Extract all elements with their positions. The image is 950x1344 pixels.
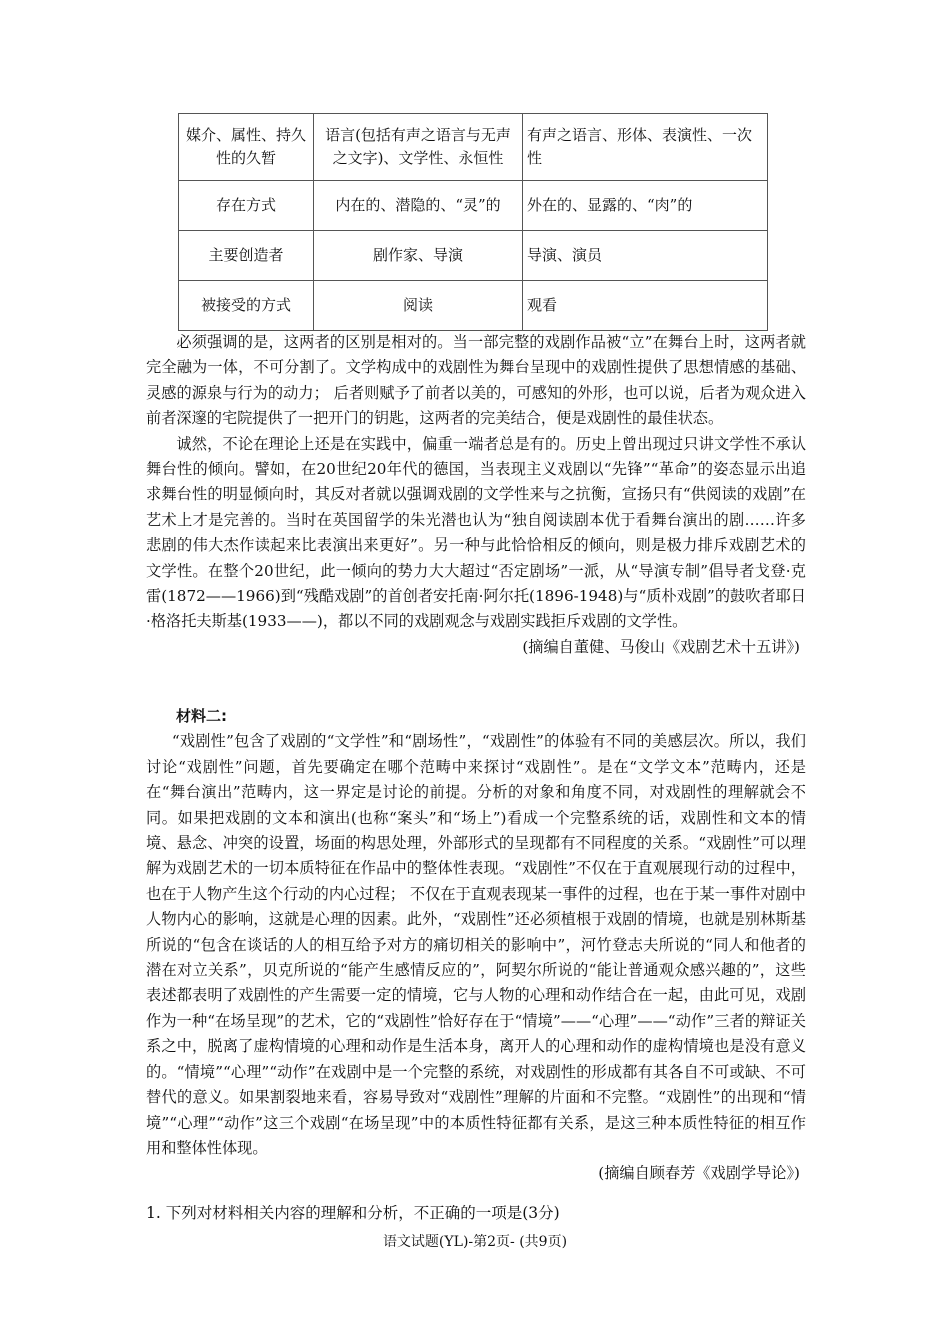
- table-row: [179, 231, 768, 281]
- table-row: [179, 281, 768, 331]
- table-cell: 主要创造者: [179, 231, 314, 281]
- page-footer: 语文试题(YL)-第2页- (共9页): [382, 1234, 568, 1250]
- source-citation: (摘编自顾春芳《戏剧学导论》): [598, 1164, 800, 1183]
- comparison-table: [178, 113, 768, 331]
- table-cell: 阅读: [314, 281, 523, 331]
- table-cell: 导演、演员: [523, 231, 768, 281]
- paragraph: 必须强调的是，这两者的区别是相对的。当一部完整的戏剧作品被“立”在舞台上时，这两者就完全融为一体，不可分割了。文学构成中的戏剧性为舞台呈现中的戏剧性提供了思想情感的基础、灵感的源泉与行为的动力； 后者则赋予了前者以美的，可感知的外形，也可以说，后者为观众进入前者深邃的宅院提供了一把开门的钥匙，这两者的完美结合，便是戏剧性的最佳状态。: [146, 333, 806, 428]
- paragraph: 诚然，不论在理论上还是在实践中，偏重一端者总是有的。历史上曾出现过只讲文学性不承认舞台性的倾向。譬如，在20世纪20年代的德国，当表现主义戏剧以“先锋”“革命”的姿态显示出追求舞台性的明显倾向时，其反对者就以强调戏剧的文学性来与之抗衡，宣扬只有“供阅读的戏剧”在艺术上才是完善的。当时在英国留学的朱光潜也认为“独自阅读剧本优于看舞台演出的剧……许多悲剧的伟大杰作读起来比表演出来更好”。另一种与此恰恰相反的倾向，则是极力排斥戏剧艺术的文学性。在整个20世纪，此一倾向的势力大大超过“否定剧场”一派，从“导演专制”倡导者戈登·克雷(1872——1966)到“残酷戏剧”的首创者安托南·阿尔托(1896-1948)与“质朴戏剧”的鼓吹者耶日·格洛托夫斯基(1933——)，都以不同的戏剧观念与戏剧实践拒斥戏剧的文学性。: [146, 434, 806, 631]
- table-cell: 观看: [523, 281, 768, 331]
- table-cell: 外在的、显露的、“肉”的: [523, 181, 768, 231]
- paragraph: “戏剧性”包含了戏剧的“文学性”和“剧场性”，“戏剧性”的体验有不同的美感层次。所以，我们讨论“戏剧性”问题，首先要确定在哪个范畴中来探讨“戏剧性”。是在“文学文本”范畴内，还是在“舞台演出”范畴内，这一界定是讨论的前提。分析的对象和角度不同，对戏剧性的理解就会不同。如果把戏剧的文本和演出(也称“案头”和“场上”)看成一个完整系统的话，戏剧性和文本的情境、悬念、冲突的设置，场面的构思处理，外部形式的呈现都有不同程度的关系。“戏剧性”可以理解为戏剧艺术的一切本质特征在作品中的整体性表现。“戏剧性”不仅在于直观展现行动的过程中，也在于人物产生这个行动的内心过程； 不仅在于直观表现某一事件的过程，也在于某一事件对剧中人物内心的影响，这就是心理的因素。此外，“戏剧性”还必须植根于戏剧的情境，也就是别林斯基所说的“包含在谈话的人的相互给予对方的痛切相关的影响中”，河竹登志夫所说的“同人和他者的潜在对立关系”，贝克所说的“能产生感情反应的”，阿契尔所说的“能让普通观众感兴趣的”，这些表述都表明了戏剧性的产生需要一定的情境，它与人物的心理和动作结合在一起，由此可见，戏剧作为一种“在场呈现”的艺术，它的“戏剧性”恰好存在于“情境”——“心理”——“动作”三者的辩证关系之中，脱离了虚构情境的心理和动作是生活本身，离开人的心理和动作的虚构情境也是没有意义的。“情境”“心理”“动作”在戏剧中是一个完整的系统，对戏剧性的形成都有其各自不可或缺、不可替代的意义。如果割裂地来看，容易导致对“戏剧性”理解的片面和不完整。“戏剧性”的出现和“情境”“心理”“动作”这三个戏剧“在场呈现”中的本质性特征都有关系，是这三种本质性特征的相互作用和整体性体现。: [146, 732, 806, 1157]
- section-heading: 材料二:: [176, 707, 227, 725]
- question-stem: 1. 下列对材料相关内容的理解和分析，不正确的一项是(3分): [146, 1204, 560, 1222]
- material-two-section: [146, 704, 806, 1187]
- table-cell: 存在方式: [179, 181, 314, 231]
- table-cell: 有声之语言、形体、表演性、一次性: [523, 114, 768, 181]
- table-row: [179, 114, 768, 181]
- table-cell: 媒介、属性、持久性的久暂: [179, 114, 314, 181]
- table-cell: 内在的、潜隐的、“灵”的: [314, 181, 523, 231]
- table-cell: 被接受的方式: [179, 281, 314, 331]
- table-row: [179, 181, 768, 231]
- source-citation: (摘编自董健、马俊山《戏剧艺术十五讲》): [522, 637, 800, 656]
- material-one-section: [146, 330, 806, 660]
- table-cell: 语言(包括有声之语言与无声之文字)、文学性、永恒性: [314, 114, 523, 181]
- table-cell: 剧作家、导演: [314, 231, 523, 281]
